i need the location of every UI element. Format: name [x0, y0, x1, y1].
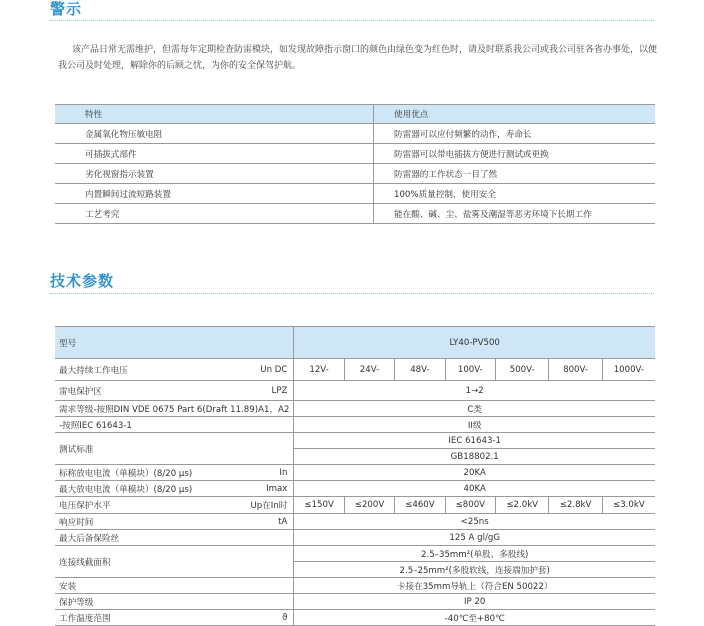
wire-value: 2.5–35mm²(单股、多股线) [294, 546, 655, 562]
table-row [55, 184, 655, 204]
features-header-benefit: 使用优点 [374, 105, 656, 124]
tech-table [55, 326, 655, 626]
uc-value: 12V- [294, 359, 344, 381]
up-value: ≤800V [445, 497, 495, 514]
up-value: ≤2.0kV [496, 497, 549, 514]
in-label: 标称放电电流（单模块）(8/20 μs) [59, 468, 193, 479]
features-table [55, 104, 655, 224]
up-value: ≤2.8kV [549, 497, 602, 514]
in-value: 20KA [294, 465, 655, 481]
wire-value: 2.5–25mm²(多股软线，连接端加护套) [294, 562, 655, 578]
uc-value: 1000V- [602, 359, 655, 381]
fuse-label: 最大后备保险丝 [55, 530, 294, 546]
uc-value: 48V- [395, 359, 445, 381]
feature-cell: 可插拔式部件 [55, 144, 374, 164]
feature-cell: 内置瞬间过流短路装置 [55, 184, 374, 204]
lpz-symbol: LPZ [271, 385, 288, 396]
benefit-cell: 能在酸、碱、尘、盐雾及潮湿等恶劣环境下长期工作 [374, 204, 656, 224]
table-row [55, 514, 655, 530]
ta-label: 响应时间 [59, 517, 94, 528]
uc-label: 最大持续工作电压 [59, 365, 128, 376]
temp-label: 工作温度范围 [59, 613, 111, 624]
imax-value: 40KA [294, 481, 655, 497]
table-row [55, 530, 655, 546]
benefit-cell: 防雷器可以应付频繁的动作，寿命长 [374, 124, 656, 144]
uc-symbol: Un DC [260, 364, 288, 375]
features-header-row [55, 105, 655, 124]
model-label: 型号 [55, 327, 294, 359]
up-value: ≤460V [395, 497, 445, 514]
table-row [55, 497, 655, 514]
ta-symbol: tA [278, 516, 288, 527]
imax-label: 最大放电电流（单模块）(8/20 μs) [59, 484, 193, 495]
table-row [55, 594, 655, 610]
req2-label: -按照IEC 61643-1 [55, 417, 294, 433]
title-divider [50, 20, 654, 21]
table-row [55, 610, 655, 626]
table-row [55, 124, 655, 144]
mount-value: 卡接在35mm导轨上（符合EN 50022） [294, 578, 655, 594]
req1-value: C类 [294, 401, 655, 417]
tech-divider [50, 293, 654, 294]
tech-title: 技术参数 [50, 272, 115, 290]
up-label: 电压保护水平 [59, 501, 111, 511]
benefit-cell: 防雷器的工作状态一目了然 [374, 164, 656, 184]
table-row [55, 465, 655, 481]
model-value: LY40-PV500 [294, 327, 655, 359]
warning-paragraph: 该产品日常无需维护，但需每年定期检查防雷模块，如发现故障指示窗口的颜色由绿色变为红色时，请及时联系我公司或我公司驻各省办事处，以便我公司及时处理，解除你的后顾之忧，为你的安全保驾护航。 [58, 45, 658, 71]
fuse-value: 125 A gl/gG [294, 530, 655, 546]
feature-cell: 劣化视窗指示装置 [55, 164, 374, 184]
warning-title: 警示 [50, 0, 83, 18]
uc-value: 100V- [445, 359, 495, 381]
table-row [55, 204, 655, 224]
table-row [55, 481, 655, 497]
std-value: IEC 61643-1 [294, 433, 655, 449]
table-row [55, 417, 655, 433]
std-label: 测试标准 [55, 433, 294, 465]
table-row [55, 401, 655, 417]
up-symbol: Up在In时 [250, 501, 288, 511]
up-value: ≤200V [344, 497, 394, 514]
table-row [55, 578, 655, 594]
up-value: ≤150V [294, 497, 344, 514]
lpz-label: 雷电保护区 [59, 386, 102, 397]
wire-label: 连接线截面积 [55, 546, 294, 578]
up-value: ≤3.0kV [602, 497, 655, 514]
temp-symbol: ϑ [282, 612, 288, 623]
uc-value: 500V- [496, 359, 549, 381]
lpz-value: 1→2 [294, 381, 655, 401]
table-row [55, 433, 655, 449]
benefit-cell: 100%质量控制，使用安全 [374, 184, 656, 204]
feature-cell: 工艺考究 [55, 204, 374, 224]
table-row [55, 546, 655, 562]
imax-symbol: Imax [266, 483, 288, 494]
req2-value: II级 [294, 417, 655, 433]
mount-label: 安装 [55, 578, 294, 594]
ip-label: 保护等级 [55, 594, 294, 610]
uc-value: 24V- [344, 359, 394, 381]
temp-value: -40℃至+80℃ [294, 610, 655, 626]
table-row [55, 164, 655, 184]
uc-value: 800V- [549, 359, 602, 381]
table-row [55, 381, 655, 401]
table-row [55, 144, 655, 164]
tech-header-row [55, 327, 655, 359]
feature-cell: 金属氧化物压敏电阻 [55, 124, 374, 144]
ip-value: IP 20 [294, 594, 655, 610]
benefit-cell: 防雷器可以带电插拔方便进行测试或更换 [374, 144, 656, 164]
table-row [55, 359, 655, 381]
ta-value: <25ns [294, 514, 655, 530]
req1-label: 需求等级-按照DIN VDE 0675 Part 6(Draft 11.89)A1，A2 [55, 401, 294, 417]
in-symbol: In [279, 467, 288, 478]
std-value: GB18802.1 [294, 449, 655, 465]
features-header-feature: 特性 [55, 105, 374, 124]
